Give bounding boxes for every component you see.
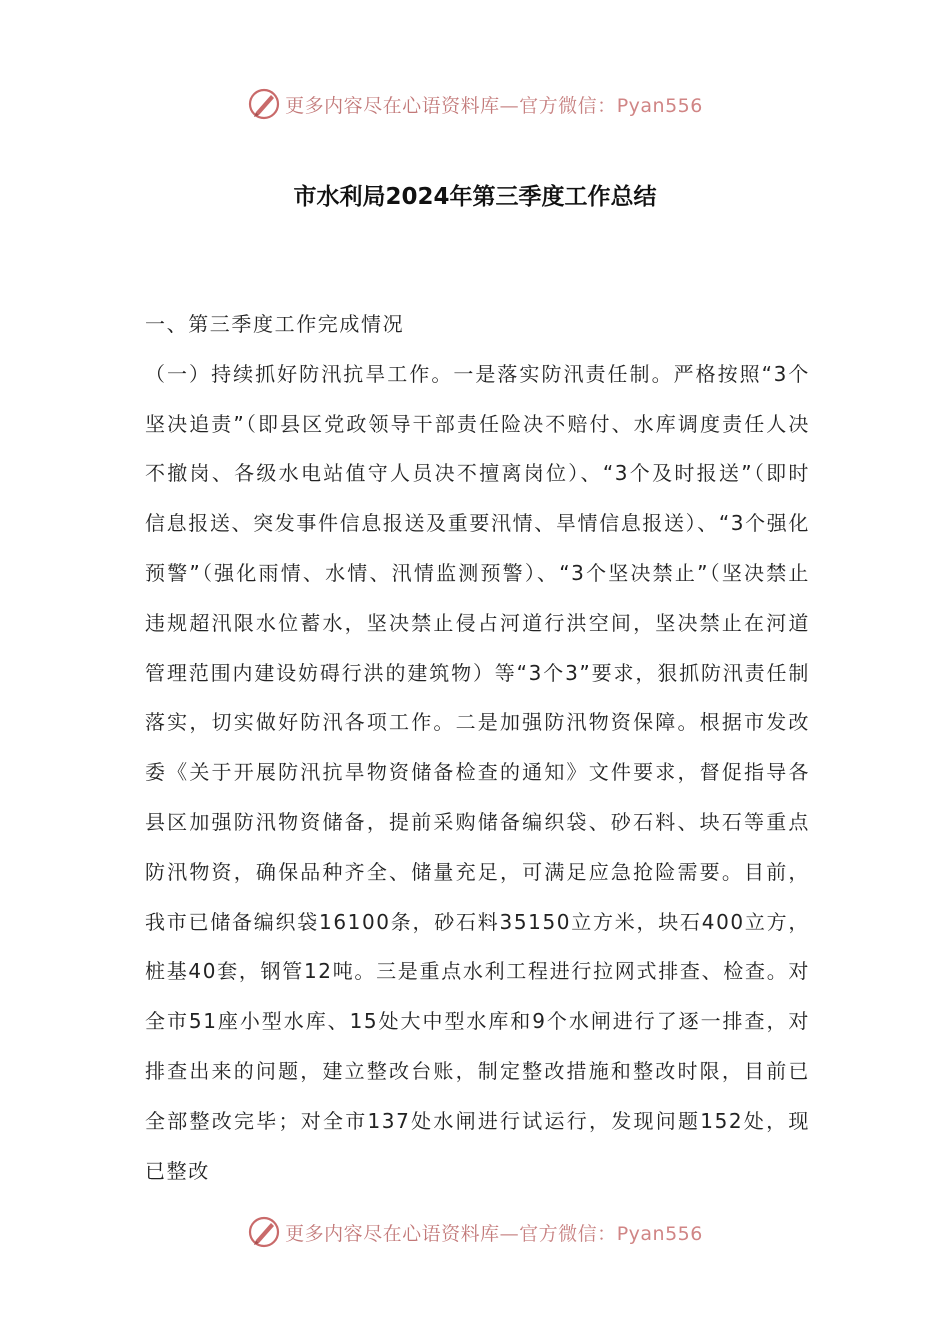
watermark-text (285, 91, 703, 118)
watermark-separator: — (499, 1222, 520, 1245)
watermark-text (285, 1219, 703, 1246)
document-title: 市水利局2024年第三季度工作总结 (293, 184, 657, 210)
watermark-main: 更多内容尽在心语资料库 (285, 94, 500, 117)
pen-logo-icon (247, 87, 281, 121)
watermark-banner-bottom (0, 1212, 950, 1252)
watermark-separator: — (499, 94, 520, 117)
document-body (145, 300, 810, 1196)
watermark-main: 更多内容尽在心语资料库 (285, 1222, 500, 1245)
section-heading: 一、第三季度工作完成情况 (145, 312, 405, 336)
watermark-wechat-label: 官方微信： (519, 94, 617, 117)
watermark-wechat-id: Pyan556 (616, 94, 703, 117)
watermark-wechat-id: Pyan556 (616, 1222, 703, 1245)
watermark-banner-top (0, 84, 950, 124)
body-paragraph: （一）持续抓好防汛抗旱工作。一是落实防汛责任制。严格按照“3个坚决追责”（即县区党政领导干部责任险决不赔付、水库调度责任人决不撤岗、各级水电站值守人员决不擅离岗位）、“3个及时报送”（即时信息报送、突发事件信息报送及重要汛情、旱情信息报送）、“3个强化预警”（强化雨情、水情、汛情监测预警）、“3个坚决禁止”（坚决禁止违规超汛限水位蓄水，坚决禁止侵占河道行洪空间，坚决禁止在河道管理范围内建设妨碍行洪的建筑物）等“3个3”要求，狠抓防汛责任制落实，切实做好防汛各项工作。二是加强防汛物资保障。根据市发改委《关于开展防汛抗旱物资储备检查的通知》文件要求，督促指导各县区加强防汛物资储备，提前采购储备编织袋、砂石料、块石等重点防汛物资，确保品种齐全、储量充足，可满足应急抢险需要。目前，我市已储备编织袋16100条，砂石料35150立方米，块石400立方，桩基40套，钢管12吨。三是重点水利工程进行拉网式排查、检查。对全市51座小型水库、15处大中型水库和9个水闸进行了逐一排查，对排查出来的问题，建立整改台账，制定整改措施和整改时限，目前已全部整改完毕；对全市137处水闸进行试运行，发现问题152处，现已整改 (145, 361, 810, 1183)
pen-logo-icon (247, 1215, 281, 1249)
watermark-wechat-label: 官方微信： (519, 1222, 617, 1245)
